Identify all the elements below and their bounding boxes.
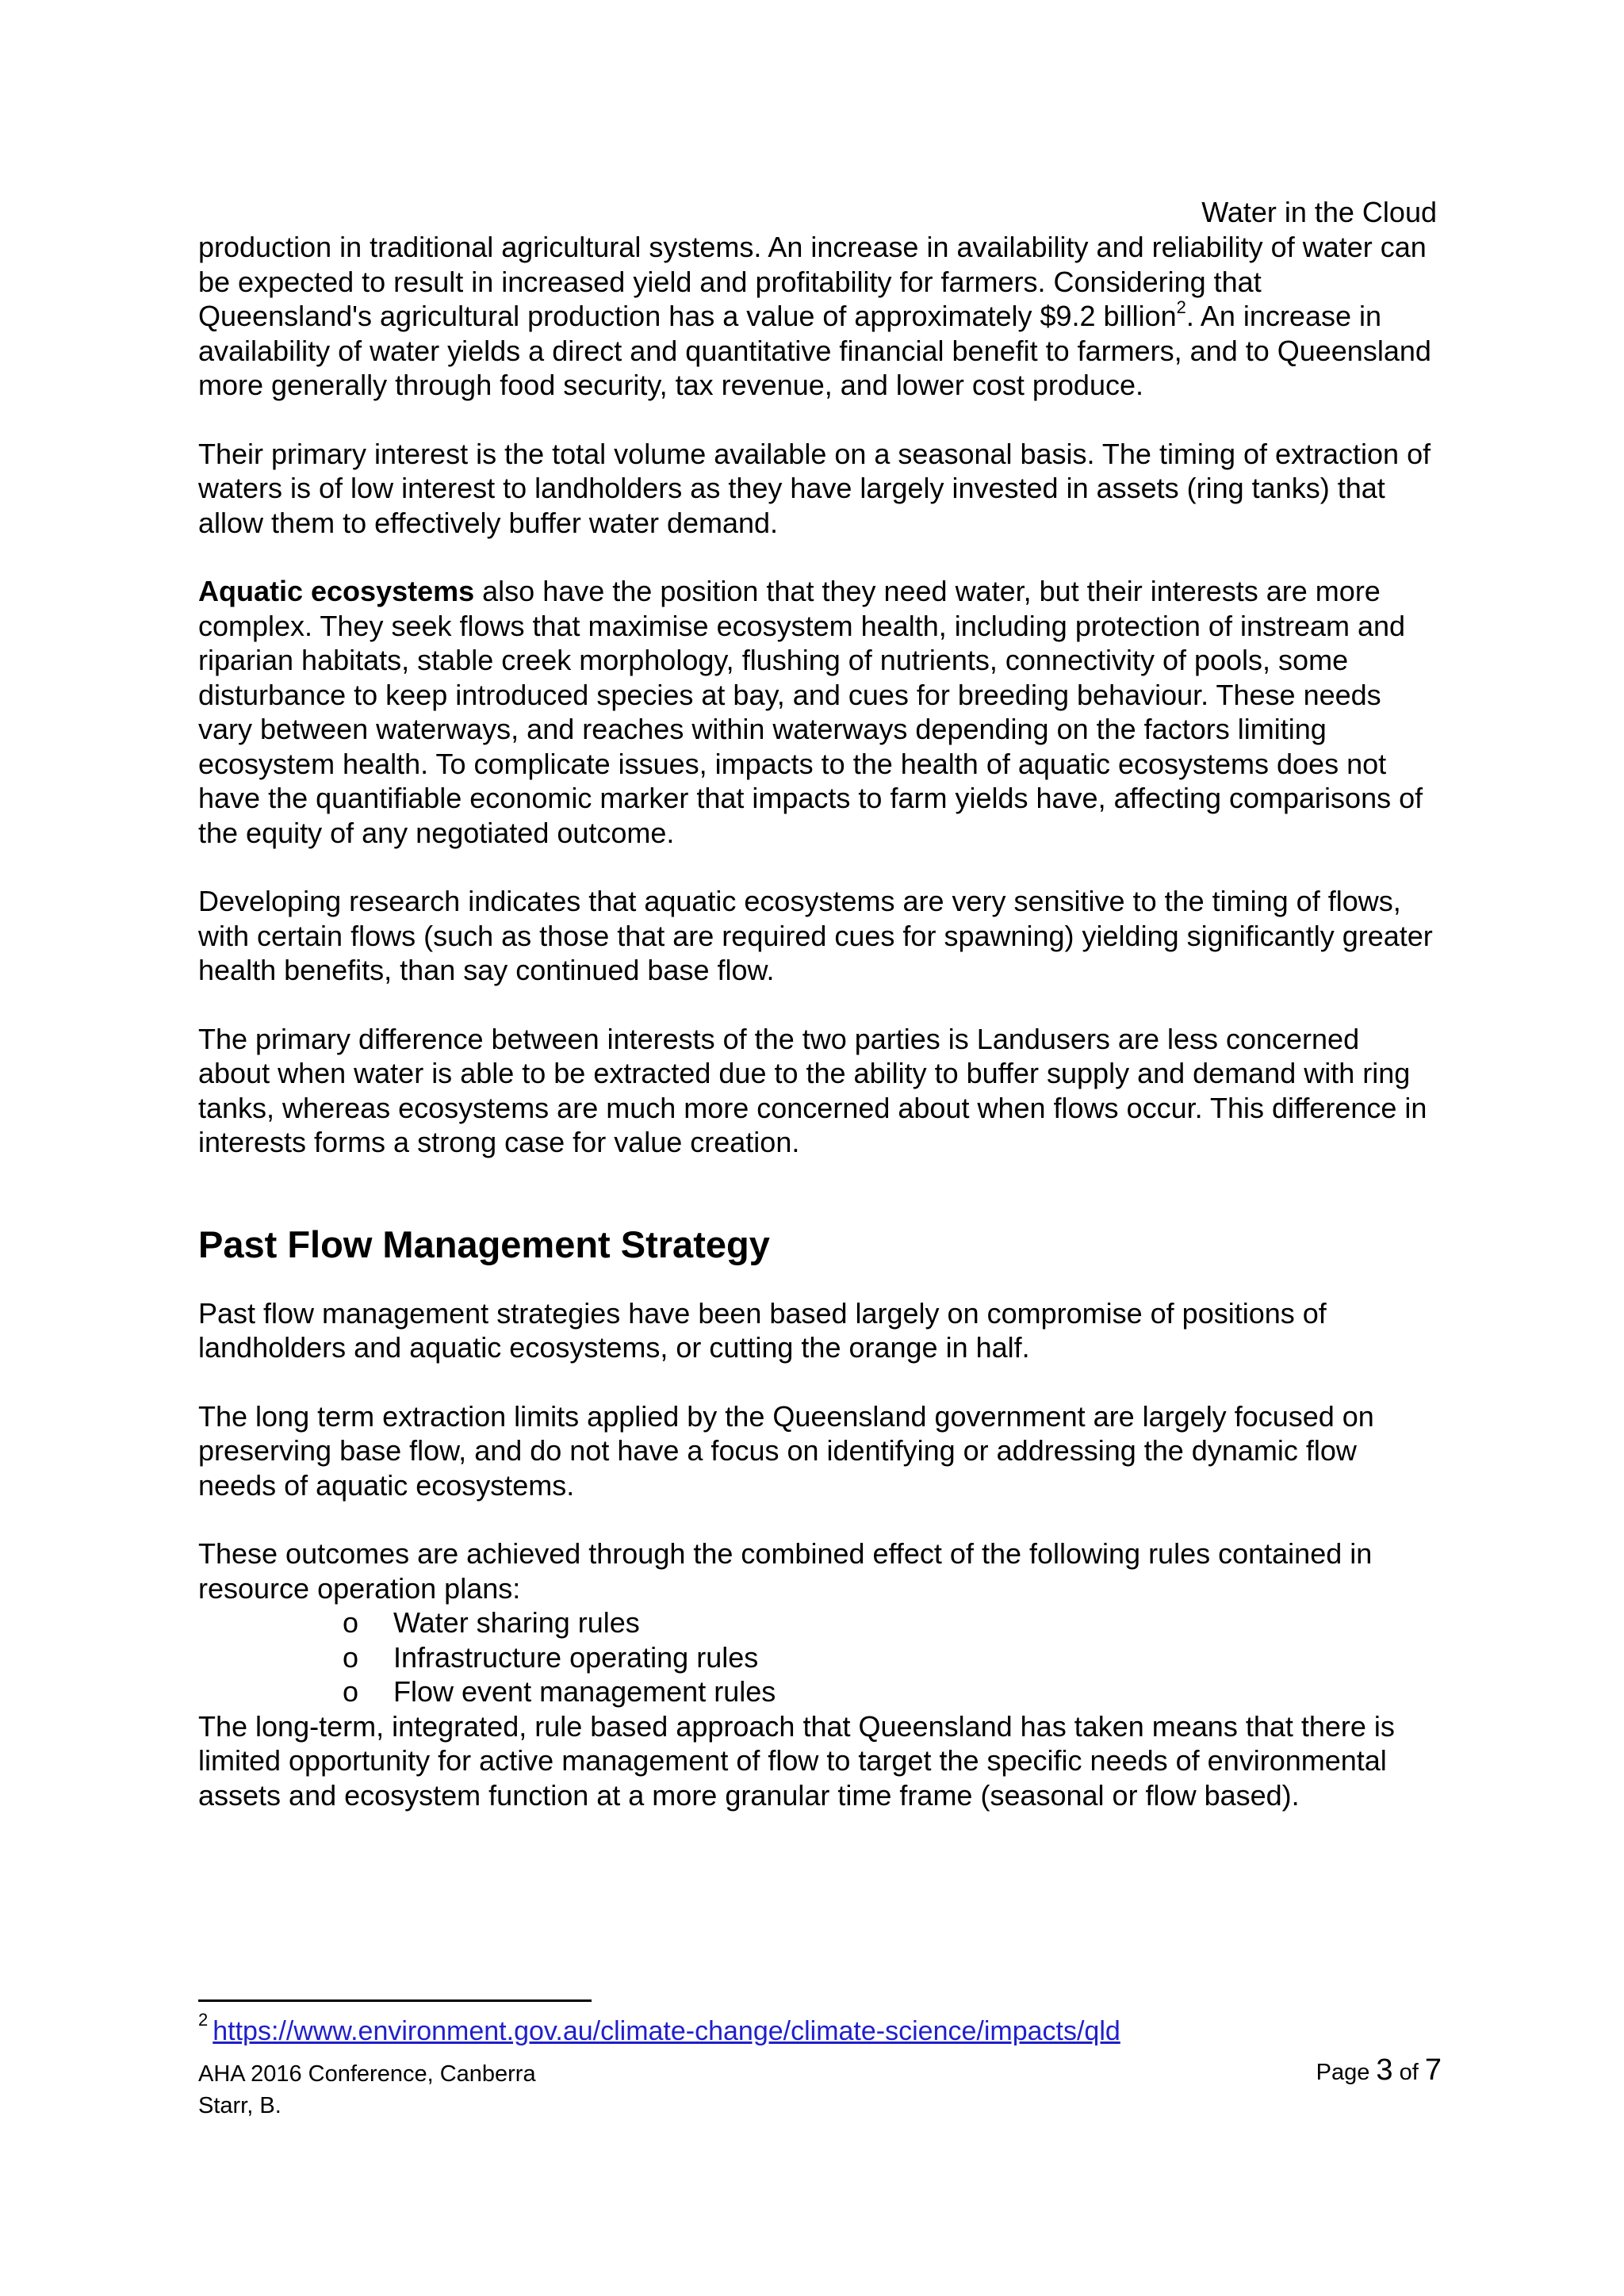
paragraph-past-strategies: Past flow management strategies have been based largely on compromise of positions of landholders and aquatic ecosystems, or cutting the orange in half. [198, 1296, 1327, 1364]
footer-citation [198, 2058, 536, 2122]
paragraph-text: production in traditional agricultural systems. An increase in availability and reliability of water can be expected to result in increased yield and profitability for farmers. Considering that Queensland's agricultural production has a value of approximately $9.2 billion [198, 231, 1427, 332]
bullet-glyph: o [343, 1606, 359, 1639]
page-number [1316, 2054, 1442, 2088]
paragraph-primary-interest: Their primary interest is the total volume available on a seasonal basis. The timing of extraction of waters is of low interest to landholders as they have largely invested in assets (ring tanks) that allow them to effectively buffer water demand. [198, 437, 1431, 539]
paragraph-aquatic-ecosystems [198, 574, 1435, 850]
paragraph-developing-research: Developing research indicates that aquatic ecosystems are very sensitive to the timing of flows, with certain flows (such as those that are required cues for spawning) yielding significantly greater health benefits, than say continued base flow. [198, 885, 1433, 986]
of-word: of [1399, 2060, 1419, 2085]
footer-conference: AHA 2016 Conference, Canberra [198, 2061, 536, 2087]
paragraph-agricultural-value [198, 230, 1435, 403]
footnote-reference[interactable]: 2 [1176, 297, 1186, 317]
list-item [343, 1605, 1435, 1640]
list-item [343, 1640, 1435, 1675]
footnote [198, 2010, 1120, 2049]
list-item-text: Flow event management rules [393, 1675, 776, 1708]
running-header: Water in the Cloud [1201, 196, 1437, 228]
list-item-text: Water sharing rules [393, 1606, 640, 1639]
bullet-glyph: o [343, 1675, 359, 1708]
bullet-glyph: o [343, 1640, 359, 1674]
list-item [343, 1674, 1435, 1709]
paragraph-extraction-limits: The long term extraction limits applied by the Queensland government are largely focused on preserving base flow, and do not have a focus on identifying or addressing the dynamic flow needs of aquatic ecosystems. [198, 1399, 1374, 1502]
footer-author: Starr, B. [198, 2093, 282, 2118]
bold-term: Aquatic ecosystems [198, 575, 475, 607]
paragraph-outcomes: These outcomes are achieved through the combined effect of the following rules contained in resource operation plans: [198, 1537, 1373, 1605]
footnote-number: 2 [198, 2010, 209, 2030]
page-word: Page [1316, 2060, 1370, 2085]
paragraph-primary-difference: The primary difference between interests of the two parties is Landusers are less concerned about when water is able to be extracted due to the ability to buffer supply and demand with ring tanks, whereas ecosystems are much more concerned about when flows occur. This difference in interests forms a strong case for value creation. [198, 1022, 1427, 1158]
paragraph-integrated-approach: The long-term, integrated, rule based approach that Queensland has taken means that there is limited opportunity for active management of flow to target the specific needs of environmental assets and ecosystem function at a more granular time frame (seasonal or flow based). [198, 1709, 1395, 1812]
list-item-text: Infrastructure operating rules [393, 1640, 759, 1674]
footnote-link[interactable]: https://www.environment.gov.au/climate-change/climate-science/impacts/qld [213, 2016, 1120, 2046]
body-text [198, 230, 1435, 1846]
rules-list [198, 1605, 1435, 1709]
paragraph-text: . An increase in availability of water yields a direct and quantitative financial benefit to farmers, and to Queensland more generally through food security, tax revenue, and lower cost produce. [198, 300, 1431, 401]
section-heading: Past Flow Management Strategy [198, 1223, 770, 1265]
footnote-divider [198, 1999, 592, 2002]
paragraph-text: also have the position that they need water, but their interests are more complex. They seek flows that maximise ecosystem health, including protection of instream and riparian habitats, stable creek morphology, flushing of nutrients, connectivity of pools, some disturbance to keep introduced species at bay, and cues for breeding behaviour. These needs vary between waterways, and reaches within waterways depending on the factors limiting ecosystem health. To complicate issues, impacts to the health of aquatic ecosystems does not have the quantifiable economic marker that impacts to farm yields have, affecting comparisons of the equity of any negotiated outcome. [198, 575, 1423, 849]
total-pages: 7 [1424, 2053, 1442, 2087]
current-page: 3 [1376, 2053, 1393, 2087]
